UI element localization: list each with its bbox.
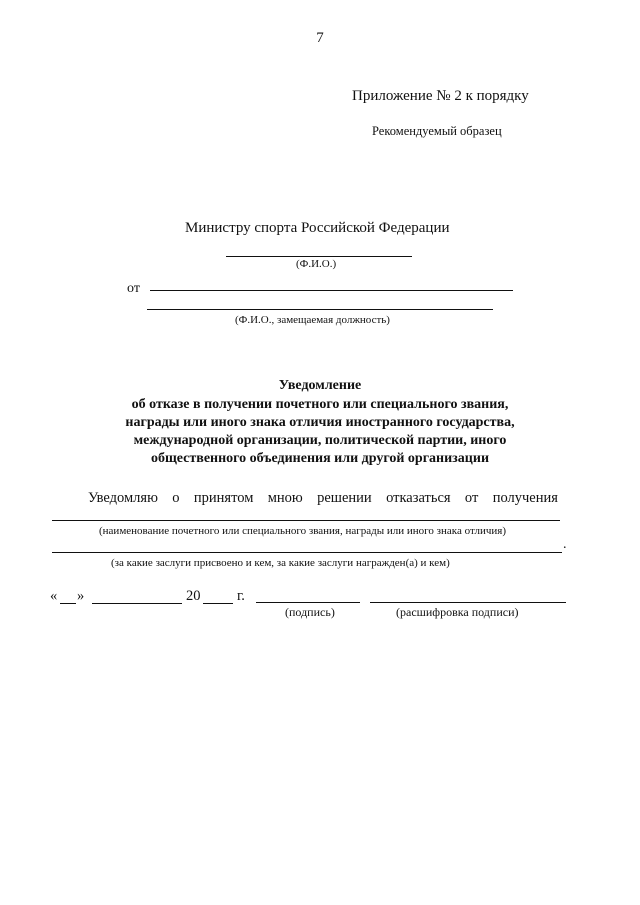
- body-word: Уведомляю: [88, 490, 158, 506]
- body-word: решении: [317, 490, 372, 506]
- signature-caption: (подпись): [285, 605, 335, 619]
- addressee-name-line: [226, 256, 412, 257]
- body-word: от: [464, 490, 479, 506]
- body-word: отказаться: [386, 490, 451, 506]
- signature-decryption-line: [370, 602, 566, 603]
- date-year-prefix: 20: [186, 588, 201, 604]
- notice-body-text: [88, 490, 558, 507]
- award-name-caption: (наименование почетного или специального звания, награды или иного знака отличия): [99, 525, 506, 537]
- from-label: от: [127, 281, 140, 296]
- date-year-line: [203, 603, 233, 604]
- notice-subtitle-line: международной организации, политической партии, иного: [133, 433, 507, 448]
- addressee-text: Министру спорта Российской Федерации: [185, 220, 450, 236]
- appendix-reference: Приложение № 2 к порядку: [352, 88, 529, 104]
- merits-line: [52, 552, 562, 553]
- sample-label: Рекомендуемый образец: [372, 124, 502, 138]
- page-number: 7: [316, 30, 324, 46]
- body-word: получения: [492, 490, 558, 506]
- notice-subtitle-line: общественного объединения или другой организации: [150, 451, 490, 466]
- sender-caption: (Ф.И.О., замещаемая должность): [235, 314, 390, 326]
- body-word: мною: [267, 490, 303, 506]
- sender-line-1: [150, 290, 513, 291]
- signature-line: [256, 602, 360, 603]
- notice-subtitle-line: награды или иного знака отличия иностранного государства,: [125, 415, 515, 430]
- date-month-line: [92, 603, 182, 604]
- date-year-suffix: г.: [237, 588, 245, 604]
- merits-caption: (за какие заслуги присвоено и кем, за какие заслуги награжден(а) и кем): [111, 557, 450, 569]
- date-close-quote: »: [77, 588, 85, 604]
- notice-title: Уведомление: [278, 378, 362, 393]
- date-day-line: [60, 603, 76, 604]
- award-name-line: [52, 520, 560, 521]
- body-word: принятом: [193, 490, 254, 506]
- sender-line-2: [147, 309, 493, 310]
- date-open-quote: «: [50, 588, 58, 604]
- merits-line-period: .: [563, 537, 567, 552]
- notice-subtitle-line: об отказе в получении почетного или специального звания,: [131, 397, 509, 412]
- addressee-name-caption: (Ф.И.О.): [296, 258, 337, 270]
- signature-decryption-caption: (расшифровка подписи): [396, 605, 519, 619]
- body-word: о: [172, 490, 180, 506]
